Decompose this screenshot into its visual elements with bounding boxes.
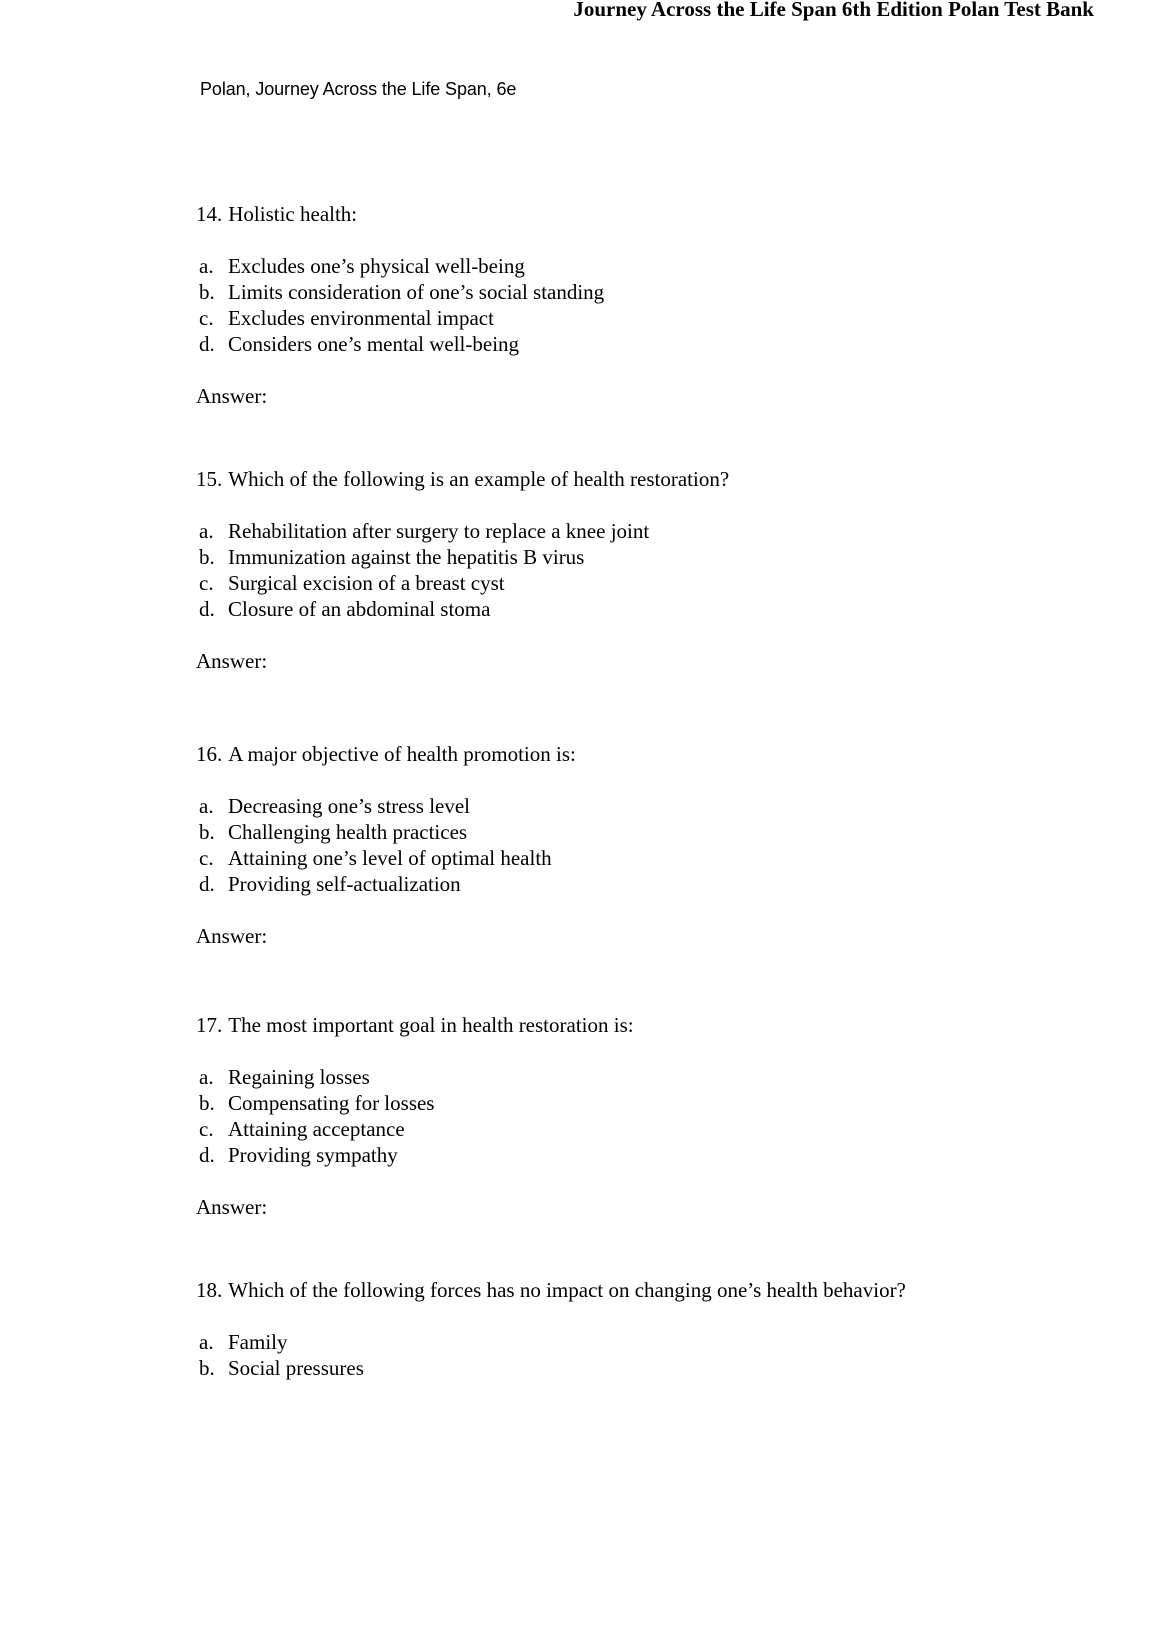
option-row [196, 596, 1104, 622]
question-number: 14. [196, 202, 223, 226]
option-row [196, 1355, 1104, 1381]
option-letter: b. [199, 1091, 215, 1115]
options-list [196, 1329, 1104, 1381]
option-text: Attaining acceptance [228, 1117, 405, 1141]
option-row [196, 570, 1104, 596]
option-letter: b. [199, 280, 215, 304]
option-row [196, 1142, 1104, 1168]
question-block [196, 1277, 1104, 1381]
option-text: Closure of an abdominal stoma [228, 597, 491, 621]
option-text: Decreasing one’s stress level [228, 794, 471, 818]
question-text [196, 466, 1104, 492]
option-letter: d. [199, 332, 215, 356]
option-letter: a. [199, 794, 214, 818]
question-stem: The most important goal in health restoration is: [228, 1013, 634, 1037]
option-text: Rehabilitation after surgery to replace a knee joint [228, 519, 650, 543]
answer-label: Answer: [196, 1195, 268, 1219]
option-row [196, 253, 1104, 279]
options-list [196, 518, 1104, 622]
option-letter: c. [199, 306, 214, 330]
option-text: Regaining losses [228, 1065, 370, 1089]
option-letter: a. [199, 254, 214, 278]
question-text [196, 201, 1104, 227]
option-letter: c. [199, 846, 214, 870]
question-stem: Holistic health: [228, 202, 358, 226]
question-block [196, 466, 1104, 674]
option-letter: b. [199, 820, 215, 844]
question-text [196, 1277, 1104, 1303]
option-text: Immunization against the hepatitis B virus [228, 545, 585, 569]
option-row [196, 518, 1104, 544]
question-block [196, 1012, 1104, 1220]
option-row [196, 1064, 1104, 1090]
option-letter: d. [199, 872, 215, 896]
options-list [196, 1064, 1104, 1168]
option-row [196, 1090, 1104, 1116]
option-letter: d. [199, 1143, 215, 1167]
question-number: 17. [196, 1013, 223, 1037]
option-text: Providing self-actualization [228, 872, 461, 896]
option-letter: c. [199, 571, 214, 595]
question-number: 15. [196, 467, 223, 491]
option-text: Providing sympathy [228, 1143, 398, 1167]
option-text: Social pressures [228, 1356, 364, 1380]
option-row [196, 544, 1104, 570]
question-block [196, 741, 1104, 949]
option-row [196, 871, 1104, 897]
option-letter: a. [199, 519, 214, 543]
option-text: Excludes one’s physical well-being [228, 254, 525, 278]
option-letter: c. [199, 1117, 214, 1141]
option-letter: a. [199, 1065, 214, 1089]
options-list [196, 253, 1104, 357]
option-letter: b. [199, 1356, 215, 1380]
option-letter: d. [199, 597, 215, 621]
option-row [196, 845, 1104, 871]
document-subtitle: Polan, Journey Across the Life Span, 6e [200, 79, 517, 99]
option-text: Considers one’s mental well-being [228, 332, 520, 356]
option-letter: a. [199, 1330, 214, 1354]
option-row [196, 279, 1104, 305]
option-row [196, 305, 1104, 331]
option-text: Challenging health practices [228, 820, 468, 844]
question-number: 16. [196, 742, 223, 766]
answer-label: Answer: [196, 384, 268, 408]
option-row [196, 819, 1104, 845]
option-row [196, 1329, 1104, 1355]
option-row [196, 793, 1104, 819]
question-stem: Which of the following is an example of health restoration? [228, 467, 730, 491]
question-block [196, 201, 1104, 409]
option-row [196, 331, 1104, 357]
option-letter: b. [199, 545, 215, 569]
question-stem: Which of the following forces has no impact on changing one’s health behavior? [228, 1278, 906, 1302]
question-number: 18. [196, 1278, 223, 1302]
option-text: Limits consideration of one’s social standing [228, 280, 605, 304]
option-row [196, 1116, 1104, 1142]
question-text [196, 741, 1104, 767]
option-text: Compensating for losses [228, 1091, 435, 1115]
option-text: Attaining one’s level of optimal health [228, 846, 552, 870]
option-text: Excludes environmental impact [228, 306, 494, 330]
option-text: Surgical excision of a breast cyst [228, 571, 505, 595]
answer-label: Answer: [196, 649, 268, 673]
option-text: Family [228, 1330, 288, 1354]
question-stem: A major objective of health promotion is: [228, 742, 576, 766]
answer-label: Answer: [196, 924, 268, 948]
page-header-title: Journey Across the Life Span 6th Edition Polan Test Bank [573, 0, 1094, 21]
options-list [196, 793, 1104, 897]
question-text [196, 1012, 1104, 1038]
